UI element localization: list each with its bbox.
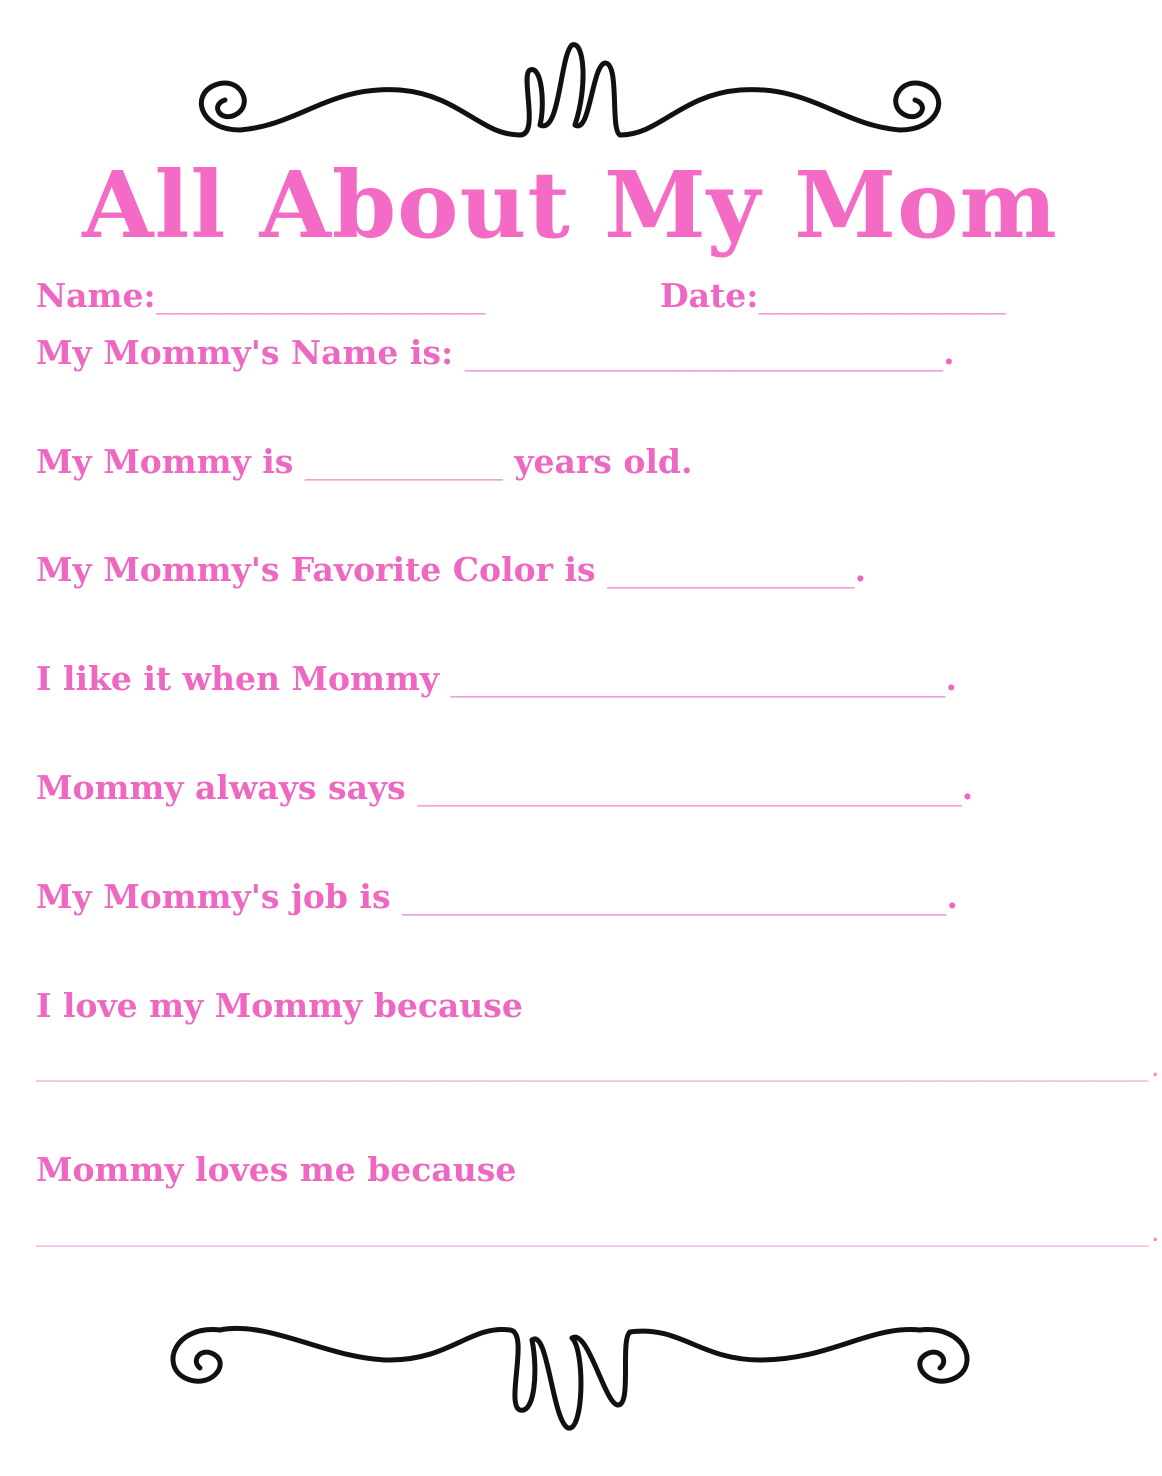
name-label: Name: <box>36 276 156 315</box>
name-field <box>36 276 486 316</box>
bottom-flourish-icon <box>160 1310 980 1440</box>
prompt-mommy-age <box>36 442 692 482</box>
answer-blank[interactable]: _________________________________ <box>417 768 962 807</box>
prompt-suffix: years old. <box>514 442 693 481</box>
love-because-answer-line[interactable] <box>36 1055 1162 1085</box>
answer-blank[interactable]: ____________ <box>304 442 503 481</box>
answer-blank[interactable]: ____________________________________________________________________________________ <box>36 1222 1149 1247</box>
prompt-job <box>36 877 958 917</box>
prompt-label: My Mommy's Name is: <box>36 333 454 372</box>
date-label: Date: <box>660 276 759 315</box>
top-flourish-icon <box>180 35 960 155</box>
prompt-favorite-color <box>36 550 866 590</box>
prompt-label: My Mommy's Favorite Color is <box>36 550 596 589</box>
prompt-mommy-name <box>36 333 955 373</box>
period: . <box>945 659 958 698</box>
answer-blank[interactable]: _______________ <box>607 550 855 589</box>
answer-blank[interactable]: ______________________________ <box>450 659 946 698</box>
prompt-label: I like it when Mommy <box>36 659 440 698</box>
answer-blank[interactable]: _____________________________ <box>464 333 944 372</box>
prompt-love-because <box>36 986 523 1026</box>
prompt-loves-me-because <box>36 1150 516 1190</box>
prompt-label: My Mommy's job is <box>36 877 391 916</box>
period: . <box>943 333 955 372</box>
answer-blank[interactable]: ____________________________________________________________________________________ <box>36 1057 1149 1082</box>
period: . <box>961 768 974 807</box>
prompt-label: Mommy loves me because <box>36 1150 517 1189</box>
prompt-always-says <box>36 768 973 808</box>
period: . <box>946 877 959 916</box>
prompt-label: Mommy always says <box>36 768 406 807</box>
prompt-like-when <box>36 659 957 699</box>
period: . <box>1148 1222 1162 1247</box>
name-blank[interactable]: ____________________ <box>155 276 486 315</box>
period: . <box>854 550 867 589</box>
period: . <box>1148 1057 1162 1082</box>
prompt-label: I love my Mommy because <box>36 986 523 1025</box>
answer-blank[interactable]: _________________________________ <box>402 877 947 916</box>
date-blank[interactable]: _______________ <box>758 276 1006 315</box>
prompt-label: My Mommy is <box>36 442 294 481</box>
loves-me-because-answer-line[interactable] <box>36 1220 1162 1250</box>
date-field <box>660 276 1006 316</box>
page-title: All About My Mom <box>82 151 1058 259</box>
